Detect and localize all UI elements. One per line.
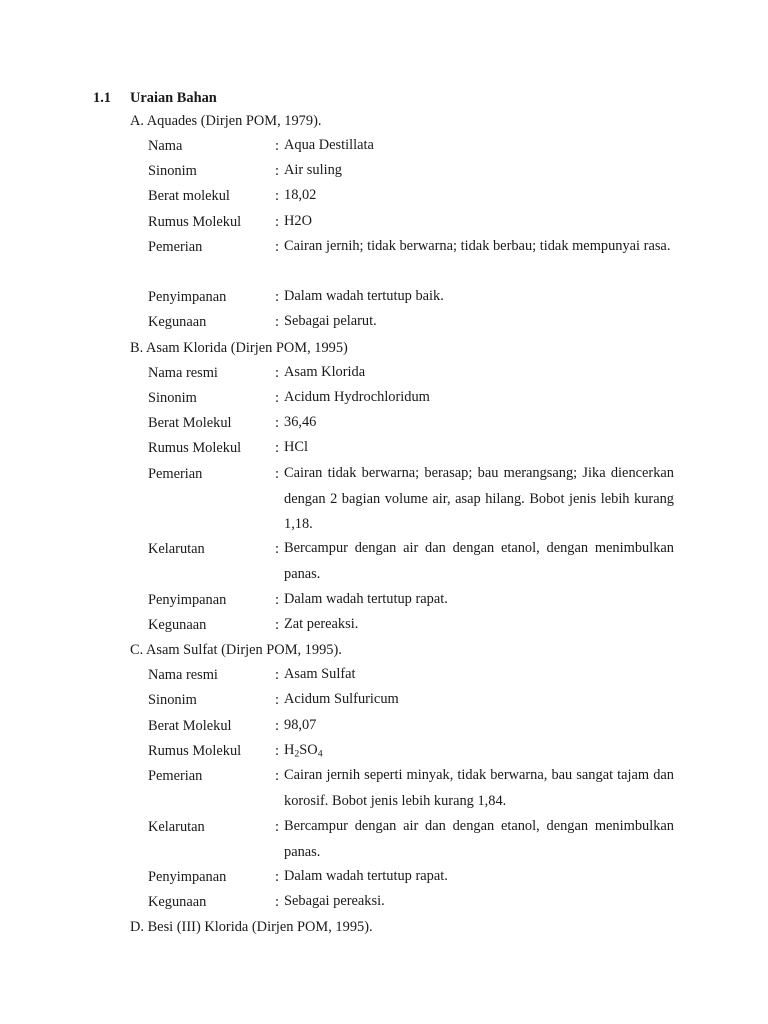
property-value: H2O (284, 213, 312, 230)
property-label: Sinonim (148, 390, 197, 406)
property-label: Pemerian (148, 239, 203, 255)
property-label: Sinonim (148, 163, 197, 179)
property-label: Rumus Molekul (148, 743, 242, 759)
property-value: Sebagai pelarut. (284, 313, 377, 330)
property-value: Dalam wadah tertutup rapat. (284, 868, 448, 885)
property-value: Cairan jernih seperti minyak, tidak berwarna, bau sangat tajam dan korosif. Bobot jenis lebih kurang 1,84. (284, 767, 674, 809)
property-value: Bercampur dengan air dan dengan etanol, dengan menimbulkan panas. (284, 540, 674, 582)
property-label: Kegunaan (148, 314, 207, 330)
property-label: Sinonim (148, 692, 197, 708)
property-label: Kelarutan (148, 541, 205, 557)
property-label: Kegunaan (148, 894, 207, 910)
property-label: Nama (148, 138, 183, 154)
property-label: Penyimpanan (148, 592, 227, 608)
property-label: Berat molekul (148, 188, 230, 204)
property-label: Kegunaan (148, 617, 207, 633)
property-value: Cairan tidak berwarna; berasap; bau merangsang; Jika diencerkan dengan 2 bagian volume air, asap hilang. Bobot jenis lebih kurang 1,18. (284, 465, 674, 532)
property-value: Dalam wadah tertutup rapat. (284, 591, 448, 608)
property-label: Pemerian (148, 768, 203, 784)
property-value: Asam Sulfat (284, 666, 356, 683)
molecular-formula: $H_2SO_4$ (284, 742, 323, 760)
property-label: Penyimpanan (148, 869, 227, 885)
section-number: 1.1 (93, 90, 111, 106)
property-value: Zat pereaksi. (284, 616, 359, 633)
property-label: Nama resmi (148, 365, 218, 381)
property-value: Air suling (284, 162, 342, 179)
property-value: Aqua Destillata (284, 137, 374, 154)
material-heading-asam-klorida: B. Asam Klorida (Dirjen POM, 1995) (130, 340, 348, 356)
property-value: Bercampur dengan air dan dengan etanol, dengan menimbulkan panas. (284, 818, 674, 860)
property-label: Penyimpanan (148, 289, 227, 305)
property-label: Berat Molekul (148, 415, 232, 431)
property-value: Acidum Sulfuricum (284, 691, 399, 708)
property-value: Acidum Hydrochloridum (284, 389, 430, 406)
property-label: Rumus Molekul (148, 440, 242, 456)
property-value: 18,02 (284, 187, 317, 204)
material-heading-aquades: A. Aquades (Dirjen POM, 1979). (130, 113, 322, 129)
material-heading-asam-sulfat: C. Asam Sulfat (Dirjen POM, 1995). (130, 642, 342, 658)
property-value: Cairan jernih; tidak berwarna; tidak berbau; tidak mempunyai rasa. (284, 238, 671, 255)
property-value: Dalam wadah tertutup baik. (284, 288, 444, 305)
property-value: HCl (284, 439, 308, 456)
property-label: Pemerian (148, 466, 203, 482)
property-label: Rumus Molekul (148, 214, 242, 230)
property-label: Kelarutan (148, 819, 205, 835)
property-value: 98,07 (284, 717, 317, 734)
property-value: Asam Klorida (284, 364, 366, 381)
property-label: Berat Molekul (148, 718, 232, 734)
property-value: Sebagai pereaksi. (284, 893, 385, 910)
property-label: Nama resmi (148, 667, 218, 683)
property-value: 36,46 (284, 414, 317, 431)
material-heading-besi-klorida: D. Besi (III) Klorida (Dirjen POM, 1995). (130, 919, 373, 935)
section-title: Uraian Bahan (130, 90, 217, 106)
